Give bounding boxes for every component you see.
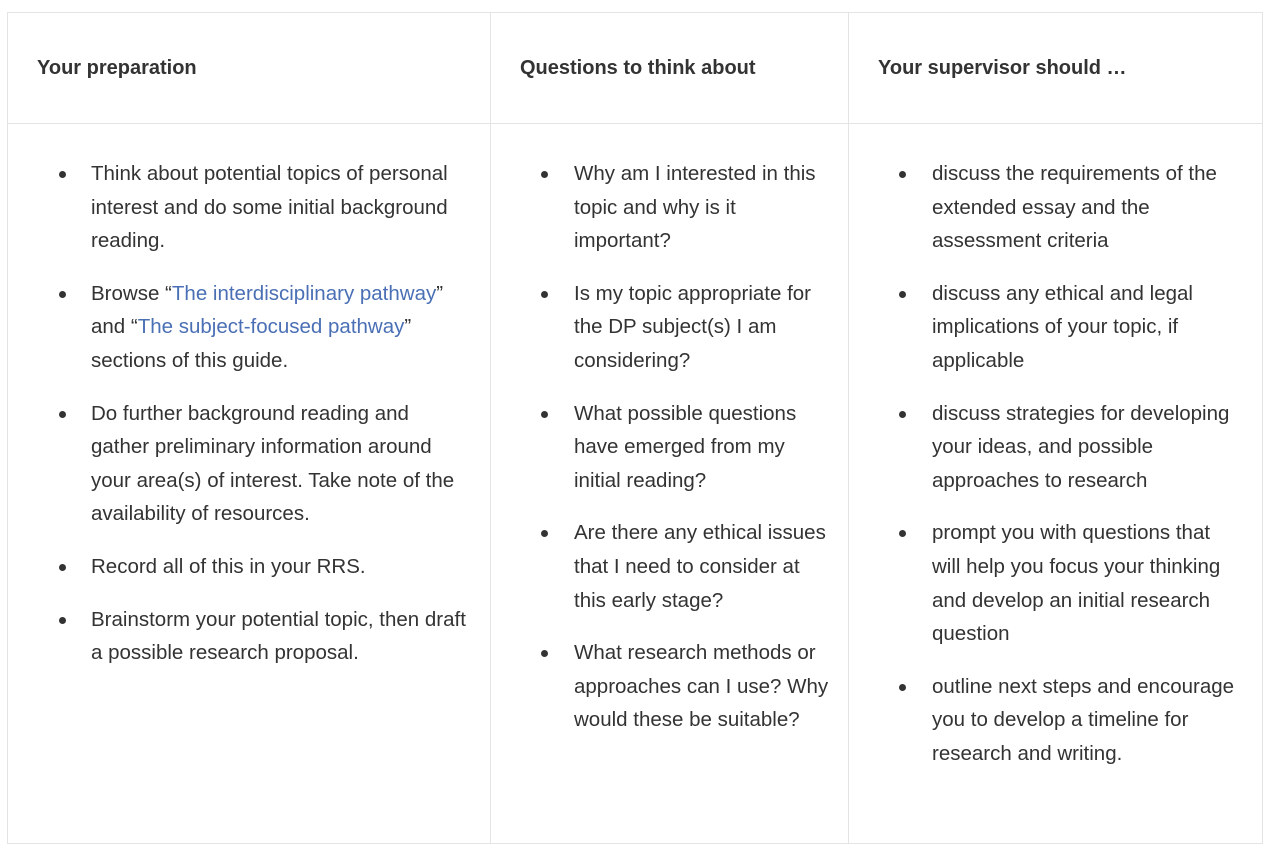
- bullet-icon: [541, 650, 548, 657]
- list-item-text: ” sections of this guide.: [91, 315, 412, 372]
- bullet-icon: [541, 171, 548, 178]
- list-item: [849, 516, 1262, 650]
- header-label: Your preparation: [37, 56, 197, 79]
- list-item-text: Think about potential topics of personal interest and do some initial background reading.: [91, 162, 448, 253]
- list-item: [491, 636, 848, 737]
- bullet-icon: [59, 171, 66, 178]
- bullet-icon: [59, 291, 66, 298]
- bullet-icon: [899, 530, 906, 537]
- interdisciplinary-pathway-link[interactable]: The interdisciplinary pathway: [171, 281, 437, 305]
- list-item: [849, 277, 1262, 378]
- bullet-icon: [541, 411, 548, 418]
- preparation-cell: [8, 124, 491, 844]
- list-item: [8, 603, 490, 670]
- subject-focused-pathway-link[interactable]: The subject-focused pathway: [137, 315, 405, 339]
- list-item: [8, 550, 490, 584]
- questions-cell: [491, 124, 849, 844]
- bullet-icon: [59, 411, 66, 418]
- bullet-icon: [899, 171, 906, 178]
- list-item-text: Are there any ethical issues that I need to consider at this early stage?: [574, 521, 826, 612]
- list-item-text: discuss the requirements of the extended essay and the assessment criteria: [932, 162, 1217, 253]
- supervisor-cell: [849, 124, 1263, 844]
- list-item-text: What research methods or approaches can I use? Why would these be suitable?: [574, 641, 829, 732]
- bullet-icon: [899, 411, 906, 418]
- list-item: [8, 157, 490, 258]
- questions-list: [491, 157, 848, 737]
- list-item: [491, 516, 848, 617]
- list-item: [849, 670, 1262, 771]
- list-item-text: outline next steps and encourage you to develop a timeline for research and writing.: [932, 674, 1235, 765]
- supervisor-list: [849, 157, 1262, 771]
- header-label: Questions to think about: [520, 56, 756, 79]
- list-item-text: discuss strategies for developing your ideas, and possible approaches to research: [932, 401, 1230, 492]
- header-row: [8, 13, 1263, 124]
- list-item-text: ” and “: [91, 281, 444, 339]
- header-questions: [491, 13, 849, 124]
- bullet-icon: [541, 530, 548, 537]
- list-item-text: Record all of this in your RRS.: [91, 554, 366, 578]
- list-item: [8, 397, 490, 531]
- list-item: [8, 277, 490, 378]
- list-item: [491, 157, 848, 258]
- content-row: [8, 124, 1263, 844]
- preparation-list: [8, 157, 490, 670]
- list-item-text: Why am I interested in this topic and why is it important?: [574, 162, 816, 253]
- list-item-text: discuss any ethical and legal implications of your topic, if applicable: [932, 281, 1193, 372]
- header-label: Your supervisor should …: [878, 56, 1127, 79]
- list-item-text: Is my topic appropriate for the DP subject(s) I am considering?: [574, 281, 811, 372]
- list-item-text: Browse “: [91, 281, 172, 305]
- bullet-icon: [59, 617, 66, 624]
- header-supervisor: [849, 13, 1263, 124]
- bullet-icon: [899, 291, 906, 298]
- list-item: [849, 397, 1262, 498]
- bullet-icon: [541, 291, 548, 298]
- bullet-icon: [59, 564, 66, 571]
- list-item-text: prompt you with questions that will help you focus your thinking and develop an initial research question: [932, 521, 1221, 646]
- list-item: [491, 397, 848, 498]
- bullet-icon: [899, 684, 906, 691]
- list-item: [491, 277, 848, 378]
- list-item: [849, 157, 1262, 258]
- list-item-text: Brainstorm your potential topic, then draft a possible research proposal.: [91, 607, 466, 665]
- header-your-preparation: [8, 13, 491, 124]
- list-item-text: Do further background reading and gather preliminary information around your area(s) of interest. Take note of the availability of resources.: [91, 401, 455, 526]
- guidance-table: [7, 12, 1263, 844]
- list-item-text: What possible questions have emerged from my initial reading?: [574, 401, 797, 492]
